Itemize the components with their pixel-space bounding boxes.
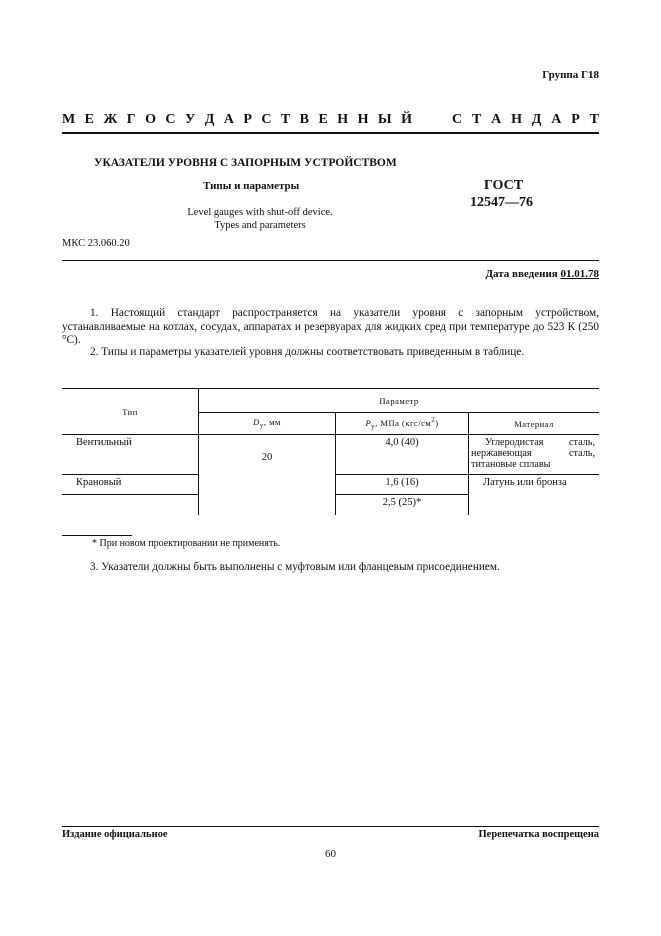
date-value: 01.01.78	[560, 268, 599, 280]
english-title-line1: Level gauges with shut-off device.	[187, 207, 333, 218]
group-label: Группа Г18	[542, 69, 599, 81]
parameters-table	[62, 388, 599, 515]
standard-banner	[62, 112, 599, 128]
mks-rule	[62, 260, 599, 261]
row-1-material	[469, 435, 600, 475]
row-3-py: 2,5 (25)*	[336, 495, 469, 515]
header-type: Тип	[62, 389, 199, 435]
banner-letter: А	[491, 112, 502, 127]
gost-number	[470, 177, 533, 211]
banner-letter: Н	[337, 112, 349, 127]
banner-letter: Т	[280, 112, 291, 127]
date-label: Дата введения	[485, 268, 558, 280]
dy-sub: у	[259, 421, 264, 430]
dy-unit: , мм	[263, 417, 281, 428]
banner-letter: С	[261, 112, 272, 127]
py-unit: , МПа (кгс/см	[375, 418, 432, 429]
banner-letter: В	[299, 112, 310, 127]
row-2-type: Крановый	[62, 475, 199, 495]
row-1-type: Вентильный	[62, 435, 199, 475]
dy-symbol: D	[253, 417, 260, 428]
py-sub: у	[371, 422, 376, 431]
banner-letter: Д	[204, 112, 215, 127]
banner-letter: Ж	[103, 112, 118, 127]
paragraph-3: 3. Указатели должны быть выполнены с муфтовым или фланцевым присоединением.	[90, 561, 500, 573]
py-close: )	[435, 418, 439, 429]
banner-letter: С	[452, 112, 463, 127]
document-subtitle: Типы и параметры	[203, 180, 300, 192]
header-py	[336, 413, 469, 435]
gost-label: ГОСТ	[484, 178, 524, 193]
banner-letter: У	[184, 112, 196, 127]
english-title	[175, 206, 345, 232]
banner-word-interstate	[62, 112, 412, 128]
banner-letter: А	[551, 112, 562, 127]
footnote: * При новом проектировании не применять.	[92, 538, 281, 549]
banner-letter: О	[145, 112, 156, 127]
english-title-line2: Types and parameters	[214, 220, 306, 231]
banner-letter: Г	[126, 112, 136, 127]
banner-letter: Е	[84, 112, 94, 127]
row-2-py: 1,6 (16)	[336, 475, 469, 495]
banner-letter: А	[223, 112, 234, 127]
banner-letter: Н	[511, 112, 522, 127]
reprint-notice: Перепечатка воспрещена	[478, 829, 599, 840]
banner-letter: Р	[243, 112, 252, 127]
banner-letter: Ы	[377, 112, 392, 127]
header-rule	[62, 132, 599, 134]
banner-letter: Н	[357, 112, 369, 127]
row-2-material: Латунь или бронза	[469, 475, 600, 515]
banner-letter: С	[165, 112, 176, 127]
introduction-date	[485, 268, 599, 280]
banner-letter: Т	[471, 112, 482, 127]
document-title: УКАЗАТЕЛИ УРОВНЯ С ЗАПОРНЫМ УСТРОЙСТВОМ	[94, 157, 397, 169]
py-sup: 2	[431, 416, 436, 425]
mks-code: МКС 23.060.20	[62, 238, 130, 249]
banner-letter: Р	[571, 112, 580, 127]
paragraph-1: 1. Настоящий стандарт распространяется на указатели уровня с запорным устройством, устанавливаемые на котлах, сосудах, аппаратах и резервуарах для жидких сред при температуре до 523 К (250 °С).	[62, 307, 599, 346]
banner-letter: М	[62, 112, 76, 127]
banner-letter: Д	[531, 112, 542, 127]
dy-value: 20	[199, 435, 336, 515]
paragraph-2: 2. Типы и параметры указателей уровня должны соответствовать приведенным в таблице.	[90, 346, 525, 358]
header-parameter: Параметр	[199, 389, 600, 413]
gost-code: 12547—76	[470, 195, 533, 210]
banner-letter: Й	[401, 112, 412, 127]
banner-word-standard	[452, 112, 599, 128]
row-3-type	[62, 495, 199, 515]
official-edition: Издание официальное	[62, 829, 168, 840]
footer-rule	[62, 826, 599, 827]
banner-letter: Е	[318, 112, 328, 127]
banner-letter: Т	[589, 112, 599, 127]
row-1-py: 4,0 (40)	[336, 435, 469, 475]
py-symbol: P	[365, 418, 372, 429]
footnote-rule	[62, 535, 132, 536]
row-1-material-text: Углеродистая сталь, нержавеющая сталь, титановые сплавы	[471, 437, 595, 470]
header-material: Материал	[469, 413, 600, 435]
page-number: 60	[325, 848, 336, 860]
header-dy	[199, 413, 336, 435]
